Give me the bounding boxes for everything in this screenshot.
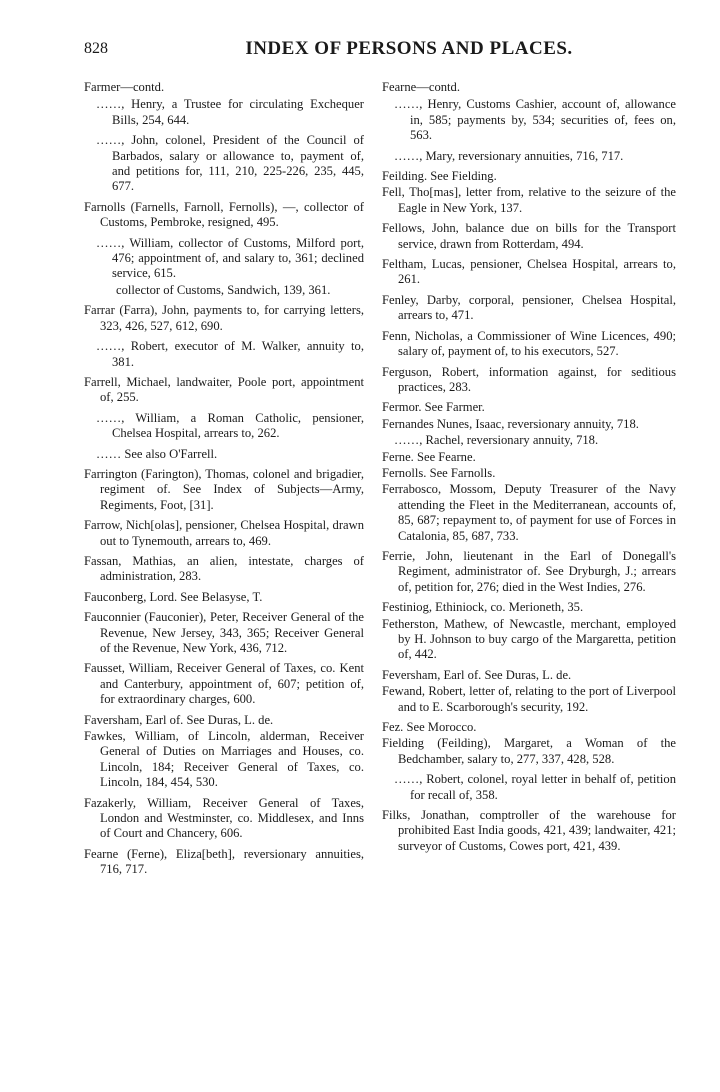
index-entry: Fearne (Ferne), Eliza[beth], reversionary annuities, 716, 717.	[84, 846, 364, 877]
index-entry: ……, John, colonel, President of the Council of Barbados, salary or allowance to, payment of, and petitions for, 111, 210, 225-226, 235, 445, 677.	[96, 133, 364, 194]
index-entry: Feltham, Lucas, pensioner, Chelsea Hospital, arrears to, 261.	[382, 257, 676, 287]
index-entry: Fielding (Feilding), Margaret, a Woman of the Bedchamber, salary to, 277, 337, 428, 528.	[382, 736, 676, 766]
index-entry: collector of Customs, Sandwich, 139, 361.	[116, 282, 331, 297]
index-entry: Ferguson, Robert, information against, for seditious practices, 283.	[382, 364, 676, 394]
index-entry: Fawkes, William, of Lincoln, alderman, Receiver General of Duties on Marriages and Houses, co. Lincoln, 184; Receiver General of Taxes, co. Lincoln, 184, 454, 530.	[84, 729, 364, 790]
page-header	[84, 38, 694, 66]
index-entry: Fausset, William, Receiver General of Taxes, co. Kent and Canterbury, appointment of, 607; petition of, for extraordinary charges, 600.	[84, 661, 364, 707]
index-entry: Farrow, Nich[olas], pensioner, Chelsea Hospital, drawn out to Tynemouth, arrears to, 469.	[84, 518, 364, 548]
index-entry: Filks, Jonathan, comptroller of the warehouse for prohibited East India goods, 421, 439; landwaiter, 421; surveyor of Customs, Cowes port, 421, 439.	[382, 808, 676, 853]
index-entry: ……, William, collector of Customs, Milford port, 476; appointment of, and salary to, 361; declined service, 615.	[96, 235, 364, 281]
index-entry: Ferrie, John, lieutenant in the Earl of Donegall's Regiment, administrator of. See Dryburgh, J.; arrears of, petition for, 276; died in the West Indies, 276.	[382, 548, 676, 594]
index-entry: ……, Robert, executor of M. Walker, annuity to, 381.	[96, 339, 364, 369]
index-entry: ……, Mary, reversionary annuities, 716, 717.	[394, 148, 624, 163]
index-entry: Farrell, Michael, landwaiter, Poole port, appointment of, 255.	[84, 374, 364, 405]
index-entry: Fearne—contd.	[382, 80, 460, 94]
left-column	[84, 80, 364, 883]
index-entry: Fassan, Mathias, an alien, intestate, charges of administration, 283.	[84, 553, 364, 584]
index-entry: Festiniog, Ethiniock, co. Merioneth, 35.	[382, 600, 584, 615]
index-entry: Fernolls. See Farnolls.	[382, 465, 496, 480]
index-entry: Feversham, Earl of. See Duras, L. de.	[382, 667, 572, 682]
right-column	[382, 80, 676, 859]
index-entry: Farmer—contd.	[84, 80, 165, 94]
index-entry: Fauconnier (Fauconier), Peter, Receiver General of the Revenue, New Jersey, 343, 365; Receiver General of the Revenue, New York, 436, 712.	[84, 610, 364, 655]
index-entry: Feilding. See Fielding.	[382, 169, 497, 184]
index-entry: ……, Henry, a Trustee for circulating Exchequer Bills, 254, 644.	[96, 97, 364, 127]
index-entry: Fewand, Robert, letter of, relating to the port of Liverpool and to E. Scarborough's security, 192.	[382, 684, 676, 714]
index-entry: …… See also O'Farrell.	[96, 446, 218, 461]
index-entry: Fellows, John, balance due on bills for the Transport service, drawn from Rotterdam, 494.	[382, 221, 676, 251]
index-entry: Fell, Tho[mas], letter from, relative to the seizure of the Eagle in New York, 137.	[382, 185, 676, 215]
index-entry: Fauconberg, Lord. See Belasyse, T.	[84, 589, 263, 604]
page-title: INDEX OF PERSONS AND PLACES.	[245, 38, 573, 59]
index-entry: Fetherston, Mathew, of Newcastle, merchant, employed by H. Johnson to buy cargo of the Margaretta, petition of, 442.	[382, 616, 676, 662]
index-entry: ……, Rachel, reversionary annuity, 718.	[394, 433, 599, 448]
index-entry: Ferrabosco, Mossom, Deputy Treasurer of the Navy attending the Fleet in the Mediterranean, accounts of, 85, 687; repayment to, of payment for use of Forces in Catalonia, 85, 687, 733.	[382, 482, 676, 543]
index-entry: Fazakerly, William, Receiver General of Taxes, London and Westminster, co. Middlesex, and Inns of Court and Chancery, 606.	[84, 795, 364, 841]
index-entry: Fernandes Nunes, Isaac, reversionary annuity, 718.	[382, 416, 639, 431]
index-entry: Faversham, Earl of. See Duras, L. de.	[84, 712, 274, 727]
index-entry: ……, Henry, Customs Cashier, account of, allowance in, 585; payments by, 534; securities of, fees on, 563.	[394, 97, 676, 143]
index-entry: Farrar (Farra), John, payments to, for carrying letters, 323, 426, 527, 612, 690.	[84, 303, 364, 333]
index-entry: Fermor. See Farmer.	[382, 400, 485, 415]
index-entry: Fez. See Morocco.	[382, 720, 477, 735]
index-entry: ……, Robert, colonel, royal letter in behalf of, petition for recall of, 358.	[394, 772, 676, 802]
index-entry: Farnolls (Farnells, Farnoll, Fernolls), —, collector of Customs, Pembroke, resigned, 495.	[84, 199, 364, 230]
index-entry: Ferne. See Fearne.	[382, 449, 476, 464]
index-entry: ……, William, a Roman Catholic, pensioner, Chelsea Hospital, arrears to, 262.	[96, 410, 364, 441]
index-entry: Fenn, Nicholas, a Commissioner of Wine Licences, 490; salary of, payment of, to his executors, 527.	[382, 328, 676, 359]
index-entry: Fenley, Darby, corporal, pensioner, Chelsea Hospital, arrears to, 471.	[382, 292, 676, 323]
page-number: 828	[84, 40, 108, 57]
index-entry: Farrington (Farington), Thomas, colonel and brigadier, regiment of. See Index of Subjects—Army, Regiments, Foot, [31].	[84, 466, 364, 512]
